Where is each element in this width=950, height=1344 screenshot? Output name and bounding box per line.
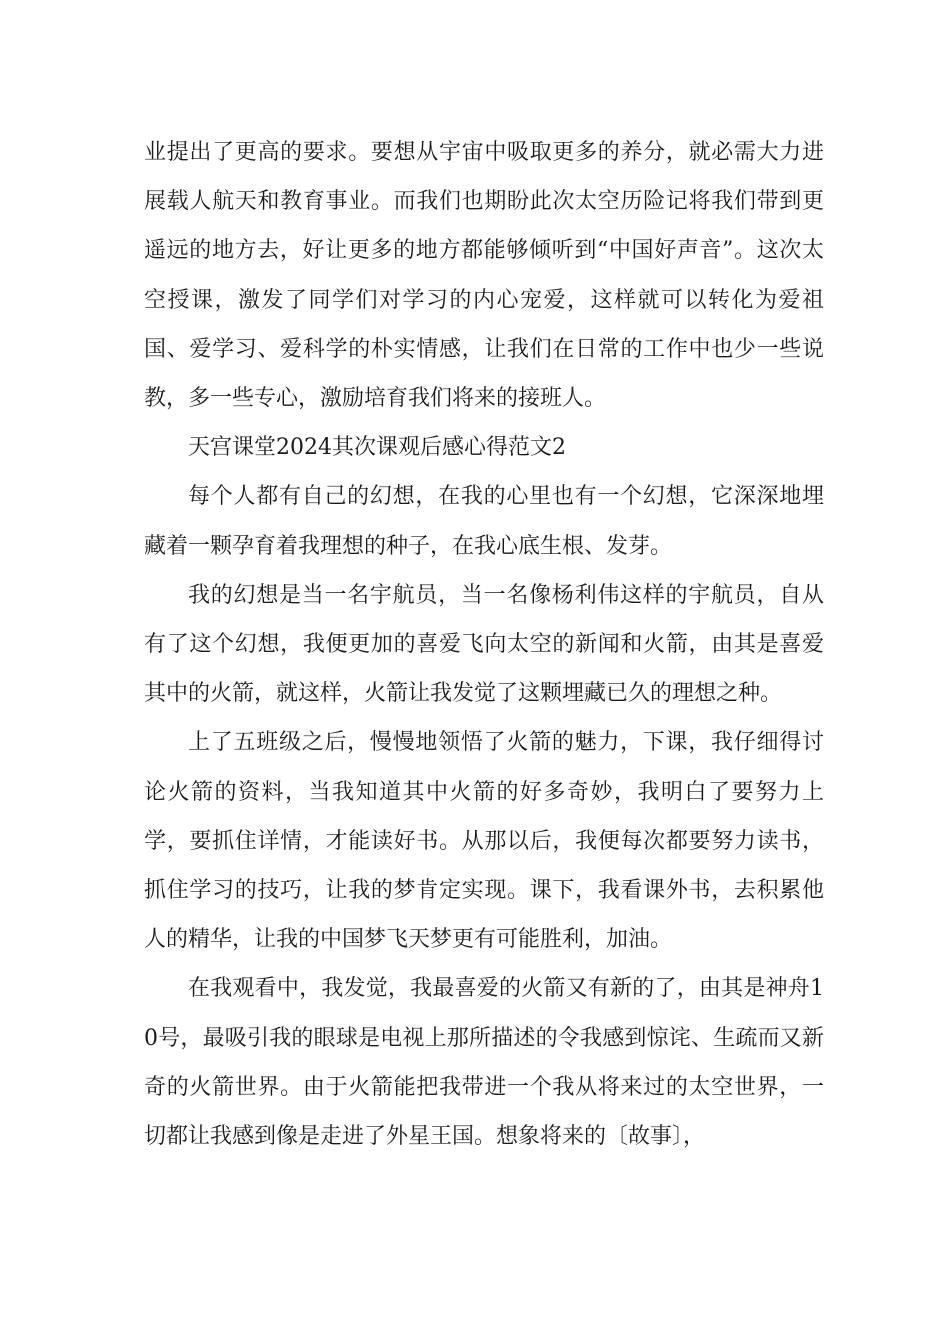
paragraph-astronaut-dream: 我的幻想是当一名宇航员，当一名像杨利伟这样的宇航员，自从有了这个幻想，我便更加的喜爱飞向太空的新闻和火箭，由其是喜爱其中的火箭，就这样，火箭让我发觉了这颗埋藏已久的理想之种。	[144, 582, 824, 707]
paragraph-dream-intro: 每个人都有自己的幻想，在我的心里也有一个幻想，它深深地埋藏着一颗孕育着我理想的种子，在我心底生根、发芽。	[144, 484, 824, 559]
document-body	[144, 128, 824, 1161]
paragraph-shenzhou: 在我观看中，我发觉，我最喜爱的火箭又有新的了，由其是神舟10号，最吸引我的眼球是电视上那所描述的令我感到惊诧、生疏而又新奇的火箭世界。由于火箭能把我带进一个我从将来过的太空世界，一切都让我感到像是走进了外星王国。想象将来的〔故事〕，	[144, 976, 824, 1150]
paragraph-continued: 业提出了更高的要求。要想从宇宙中吸取更多的养分，就必需大力进展载人航天和教育事业。而我们也期盼此次太空历险记将我们带到更遥远的地方去，好让更多的地方都能够倾听到“中国好声音”。这次太空授课，激发了同学们对学习的内心宠爱，这样就可以转化为爱祖国、爱学习、爱科学的朴实情感，让我们在日常的工作中也少一些说教，多一些专心，激励培育我们将来的接班人。	[144, 140, 824, 412]
paragraph-study: 上了五班级之后，慢慢地领悟了火箭的魅力，下课，我仔细得讨论火箭的资料，当我知道其中火箭的好多奇妙，我明白了要努力上学，要抓住详情，才能读好书。从那以后，我便每次都要努力读书，抓住学习的技巧，让我的梦肯定实现。课下，我看课外书，去积累他人的精华，让我的中国梦飞天梦更有可能胜利，加油。	[144, 730, 824, 953]
section-heading: 天宫课堂2024其次课观后感心得范文2	[188, 435, 566, 461]
